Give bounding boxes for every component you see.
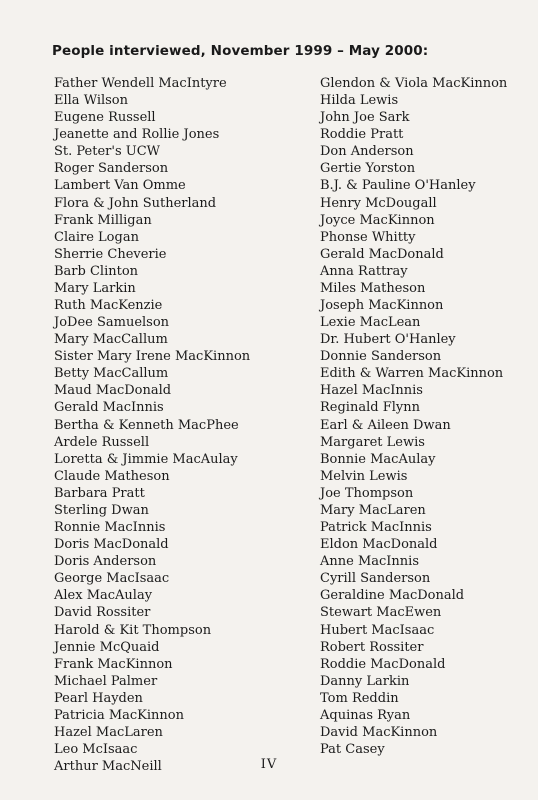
interviewee-name: Mary MacCallum bbox=[54, 332, 168, 348]
interviewee-name: Betty MacCallum bbox=[54, 366, 169, 382]
interviewee-name: Earl & Aileen Dwan bbox=[320, 417, 451, 433]
interviewee-name: Mary MacLaren bbox=[320, 502, 426, 518]
interviewee-name: Ruth MacKenzie bbox=[54, 298, 163, 314]
interviewee-name: Eugene Russell bbox=[54, 110, 156, 126]
interviewee-name: Glendon & Viola MacKinnon bbox=[320, 76, 508, 91]
interviewee-name: Barbara Pratt bbox=[54, 485, 145, 501]
interviewee-name: Lexie MacLean bbox=[320, 315, 421, 331]
interviewee-name: Anna Rattray bbox=[320, 263, 408, 279]
interviewee-name: Sherrie Cheverie bbox=[54, 246, 167, 262]
interviewee-name: Phonse Whitty bbox=[320, 229, 416, 245]
interviewee-name: Joe Thompson bbox=[320, 485, 414, 501]
interviewee-name: Roger Sanderson bbox=[54, 161, 169, 177]
interviewee-name: Edith & Warren MacKinnon bbox=[320, 366, 504, 382]
interviewee-name: Pat Casey bbox=[320, 742, 385, 758]
interviewee-name: Sterling Dwan bbox=[54, 502, 149, 518]
interviewee-name: Alex MacAulay bbox=[54, 588, 153, 604]
interviewee-name: Claude Matheson bbox=[54, 468, 170, 484]
interviewee-name: Frank MacKinnon bbox=[54, 656, 173, 672]
interviewee-name: Doris Anderson bbox=[54, 554, 157, 570]
interviewee-name: Hilda Lewis bbox=[320, 93, 399, 109]
interviewee-name: David Rossiter bbox=[54, 605, 151, 621]
interviewee-name: Joyce MacKinnon bbox=[320, 212, 435, 228]
interviewee-name: Mary Larkin bbox=[54, 280, 136, 296]
interviewee-name: Barb Clinton bbox=[54, 263, 139, 279]
interviewee-name: St. Peter's UCW bbox=[54, 144, 161, 160]
interviewee-name: Patricia MacKinnon bbox=[54, 707, 184, 723]
interviewee-name: Michael Palmer bbox=[54, 673, 158, 689]
interviewee-name: Stewart MacEwen bbox=[320, 605, 442, 621]
interviewee-name: Jennie McQuaid bbox=[54, 639, 160, 655]
interviewee-name: Leo McIsaac bbox=[54, 742, 138, 758]
interviewee-name: Henry McDougall bbox=[320, 195, 437, 211]
interviewee-name: Maud MacDonald bbox=[54, 383, 172, 399]
interviewee-list-left bbox=[54, 75, 250, 775]
interviewee-name: Hubert MacIsaac bbox=[320, 622, 435, 638]
interviewee-name: David MacKinnon bbox=[320, 724, 438, 740]
interviewee-name: Roddie MacDonald bbox=[320, 656, 446, 672]
interviewee-name: Geraldine MacDonald bbox=[320, 588, 465, 604]
interviewee-name: B.J. & Pauline O'Hanley bbox=[320, 178, 476, 194]
page-heading: People interviewed, November 1999 – May 2000: bbox=[52, 43, 429, 59]
interviewee-name: Bonnie MacAulay bbox=[320, 451, 436, 467]
interviewee-name: Don Anderson bbox=[320, 144, 414, 160]
interviewee-name: Ardele Russell bbox=[54, 434, 150, 450]
interviewee-name: Frank Milligan bbox=[54, 212, 152, 228]
interviewee-name: JoDee Samuelson bbox=[54, 315, 170, 331]
interviewee-name: Tom Reddin bbox=[320, 690, 399, 706]
interviewee-name: John Joe Sark bbox=[320, 110, 410, 126]
interviewee-name: Claire Logan bbox=[54, 229, 139, 245]
interviewee-name: Arthur MacNeill bbox=[54, 759, 162, 775]
interviewee-name: Donnie Sanderson bbox=[320, 349, 442, 365]
interviewee-name: Robert Rossiter bbox=[320, 639, 424, 655]
interviewee-name: Aquinas Ryan bbox=[320, 707, 411, 723]
interviewee-name: Jeanette and Rollie Jones bbox=[54, 127, 220, 143]
interviewee-name: Pearl Hayden bbox=[54, 690, 143, 706]
interviewee-name: Eldon MacDonald bbox=[320, 537, 438, 553]
interviewee-name: Hazel MacInnis bbox=[320, 383, 423, 399]
interviewee-name: Gertie Yorston bbox=[320, 161, 416, 177]
interviewee-name: Melvin Lewis bbox=[320, 468, 408, 484]
interviewee-name: Miles Matheson bbox=[320, 280, 426, 296]
interviewee-name: Margaret Lewis bbox=[320, 434, 425, 450]
interviewee-name: Hazel MacLaren bbox=[54, 724, 163, 740]
interviewee-name: Joseph MacKinnon bbox=[320, 298, 444, 314]
interviewee-name: Loretta & Jimmie MacAulay bbox=[54, 451, 238, 467]
interviewee-name: Harold & Kit Thompson bbox=[54, 622, 212, 638]
interviewee-name: Gerald MacInnis bbox=[54, 400, 164, 416]
interviewee-name: Cyrill Sanderson bbox=[320, 571, 431, 587]
interviewee-name: Dr. Hubert O'Hanley bbox=[320, 332, 456, 348]
interviewee-name: Ella Wilson bbox=[54, 93, 129, 109]
interviewee-name: Sister Mary Irene MacKinnon bbox=[54, 349, 251, 365]
interviewee-name: Danny Larkin bbox=[320, 673, 410, 689]
interviewee-list-right bbox=[320, 75, 507, 758]
interviewee-name: Ronnie MacInnis bbox=[54, 520, 166, 536]
page-number: IV bbox=[260, 757, 278, 772]
interviewee-name: Father Wendell MacIntyre bbox=[54, 76, 227, 91]
interviewee-name: Lambert Van Omme bbox=[54, 178, 186, 194]
interviewee-name: Reginald Flynn bbox=[320, 400, 420, 416]
interviewee-name: Anne MacInnis bbox=[320, 554, 420, 570]
interviewee-name: Flora & John Sutherland bbox=[54, 195, 217, 211]
interviewee-name: Bertha & Kenneth MacPhee bbox=[54, 417, 239, 433]
interviewee-name: Gerald MacDonald bbox=[320, 246, 444, 262]
interviewee-name: Doris MacDonald bbox=[54, 537, 169, 553]
interviewee-name: George MacIsaac bbox=[54, 571, 170, 587]
interviewee-name: Roddie Pratt bbox=[320, 127, 404, 143]
interviewee-name: Patrick MacInnis bbox=[320, 520, 432, 536]
